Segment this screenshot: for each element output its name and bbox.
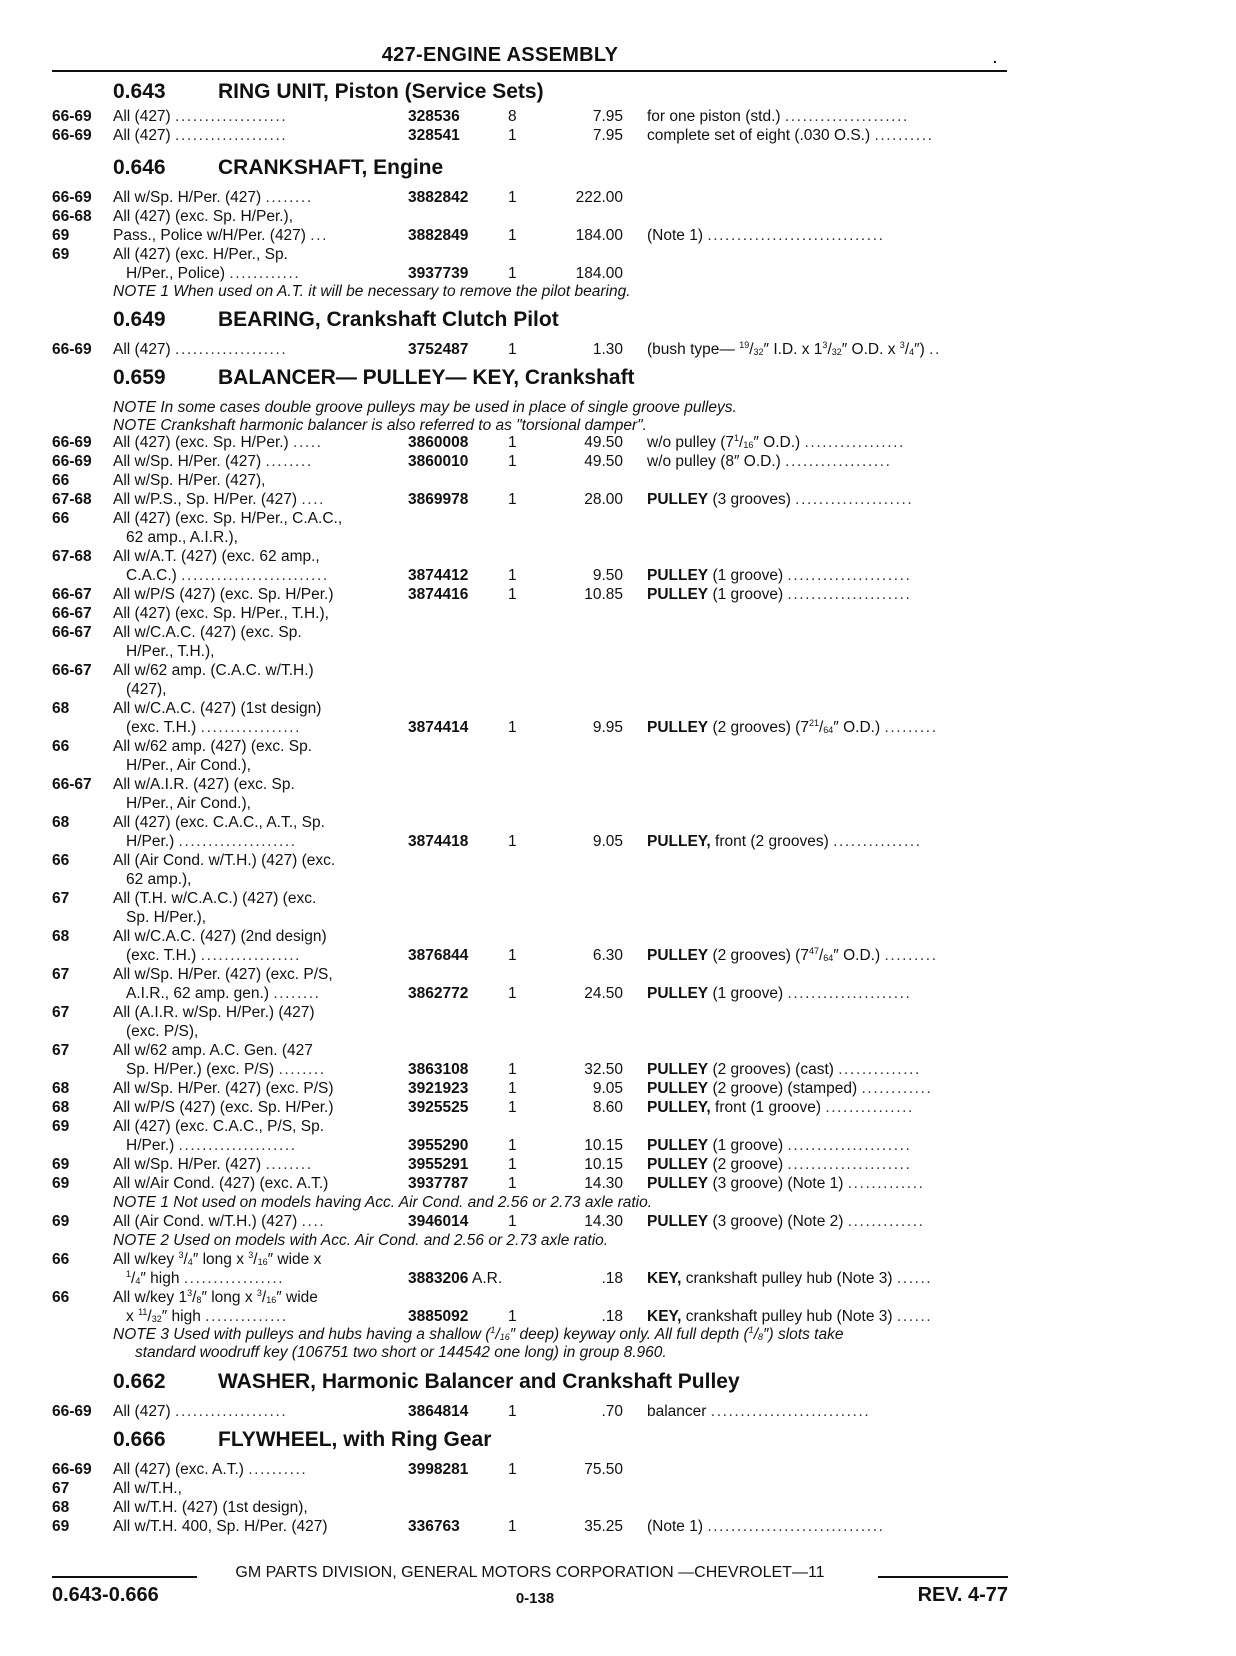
part-number: 3937787 [408, 1175, 469, 1192]
description: PULLEY (1 groove) ..................... [647, 985, 912, 1002]
quantity: 1 [508, 1403, 517, 1420]
application: All (Air Cond. w/T.H.) (427) .... [113, 1213, 326, 1230]
part-number: 3955291 [408, 1156, 469, 1173]
application: H/Per., Air Cond.), [126, 757, 251, 774]
price: 184.00 [575, 265, 623, 282]
note: NOTE 1 Not used on models having Acc. Air Cond. and 2.56 or 2.73 axle ratio. [113, 1194, 653, 1211]
description: (Note 1) .............................. [647, 227, 885, 244]
footer-division: GM PARTS DIVISION, GENERAL MOTORS CORPORATION —CHEVROLET—11 [235, 1564, 825, 1581]
part-number: 3998281 [408, 1461, 469, 1478]
section-number: 0.646 [113, 156, 166, 179]
model-years: 67 [52, 1004, 70, 1021]
quantity: 1 [508, 265, 517, 282]
model-years: 69 [52, 1213, 70, 1230]
application: All w/T.H. (427) (1st design), [113, 1499, 308, 1516]
application: All (427) ................... [113, 108, 288, 125]
price: 9.05 [592, 1080, 623, 1097]
quantity: 1 [508, 947, 517, 964]
quantity: 1 [508, 985, 517, 1002]
section-title: WASHER, Harmonic Balancer and Crankshaft Pulley [218, 1370, 740, 1393]
model-years: 68 [52, 1499, 70, 1516]
part-number: 3862772 [408, 985, 469, 1002]
section-number: 0.662 [113, 1370, 166, 1393]
part-number: 3874418 [408, 833, 469, 850]
quantity: 1 [508, 1518, 517, 1535]
application: All w/Sp. H/Per. (427), [113, 472, 266, 489]
application: All w/P/S (427) (exc. Sp. H/Per.) [113, 586, 334, 603]
header-rule [52, 70, 1007, 72]
application: H/Per., T.H.), [126, 643, 215, 660]
application: All w/A.T. (427) (exc. 62 amp., [113, 548, 320, 565]
quantity: 1 [508, 1461, 517, 1478]
part-number: 3863108 [408, 1061, 469, 1078]
model-years: 66-67 [52, 776, 92, 793]
application: Sp. H/Per.) (exc. P/S) ........ [126, 1061, 326, 1078]
price: 1.30 [592, 341, 623, 358]
quantity: 1 [508, 1137, 517, 1154]
section-title: RING UNIT, Piston (Service Sets) [218, 80, 544, 103]
part-number: 3874414 [408, 719, 469, 736]
model-years: 66-69 [52, 108, 92, 125]
application: All w/P/S (427) (exc. Sp. H/Per.) [113, 1099, 334, 1116]
quantity: 1 [508, 1213, 517, 1230]
model-years: 67 [52, 1480, 70, 1497]
application: Pass., Police w/H/Per. (427) ... [113, 227, 329, 244]
model-years: 66-69 [52, 189, 92, 206]
description: PULLEY (2 groove) ..................... [647, 1156, 912, 1173]
price: 10.15 [584, 1156, 623, 1173]
description: balancer ........................... [647, 1403, 871, 1420]
part-number: 328536 [408, 108, 460, 125]
part-number: 3860010 [408, 453, 469, 470]
model-years: 69 [52, 1518, 70, 1535]
application: C.A.C.) ......................... [126, 567, 329, 584]
model-years: 68 [52, 928, 70, 945]
application: All w/C.A.C. (427) (exc. Sp. [113, 624, 302, 641]
part-number: 3925525 [408, 1099, 469, 1116]
application: All w/Sp. H/Per. (427) ........ [113, 1156, 313, 1173]
application: All w/P.S., Sp. H/Per. (427) .... [113, 491, 326, 508]
application: All (427) (exc. C.A.C., A.T., Sp. [113, 814, 325, 831]
model-years: 66-69 [52, 453, 92, 470]
application: All w/T.H. 400, Sp. H/Per. (427) [113, 1518, 328, 1535]
model-years: 69 [52, 246, 70, 263]
model-years: 66-69 [52, 341, 92, 358]
section-number: 0.659 [113, 366, 166, 389]
description: PULLEY (3 groove) (Note 1) ............. [647, 1175, 925, 1192]
application: All (Air Cond. w/T.H.) (427) (exc. [113, 852, 336, 869]
price: 32.50 [584, 1061, 623, 1078]
quantity: 1 [508, 189, 517, 206]
model-years: 67 [52, 966, 70, 983]
description: PULLEY, front (1 groove) ............... [647, 1099, 914, 1116]
application: All w/Sp. H/Per. (427) (exc. P/S, [113, 966, 333, 983]
price: 184.00 [575, 227, 623, 244]
price: 222.00 [575, 189, 623, 206]
footer-revision: REV. 4-77 [917, 1584, 1008, 1606]
quantity: 8 [508, 108, 517, 125]
price: .18 [601, 1308, 623, 1325]
model-years: 69 [52, 227, 70, 244]
model-years: 66 [52, 852, 70, 869]
application: All w/T.H., [113, 1480, 182, 1497]
description: PULLEY (2 groove) (stamped) ............ [647, 1080, 933, 1097]
price: 6.30 [592, 947, 623, 964]
price: 35.25 [584, 1518, 623, 1535]
price: 24.50 [584, 985, 623, 1002]
part-number: 3752487 [408, 341, 469, 358]
application: All (427) (exc. Sp. H/Per., T.H.), [113, 605, 329, 622]
application: (exc. P/S), [126, 1023, 199, 1040]
section-number: 0.666 [113, 1428, 166, 1451]
quantity: 1 [508, 227, 517, 244]
model-years: 66-67 [52, 624, 92, 641]
footer-rule-right [878, 1576, 1008, 1578]
application: (427), [126, 681, 167, 698]
model-years: 67-68 [52, 491, 92, 508]
part-number: 3882842 [408, 189, 469, 206]
description: (bush type— $^{19}/_{32}''$ I.D. x $1^3/_{32}''$ O.D. x $^3/_4''$) .. [647, 340, 941, 358]
model-years: 69 [52, 1156, 70, 1173]
application: 62 amp., A.I.R.), [126, 529, 238, 546]
page-title: 427-ENGINE ASSEMBLY [381, 44, 619, 66]
description: PULLEY (2 grooves) (cast) .............. [647, 1061, 921, 1078]
model-years: 66-69 [52, 1403, 92, 1420]
note: NOTE 1 When used on A.T. it will be necessary to remove the pilot bearing. [113, 283, 631, 300]
model-years: 66-68 [52, 208, 92, 225]
price: 14.30 [584, 1213, 623, 1230]
description: PULLEY (2 grooves) ($7^{47}/_{64}''$ O.D.) ......... [647, 946, 938, 964]
quantity: 1 [508, 434, 517, 451]
application: x $^{11}/_{32}''$ high .............. [126, 1307, 288, 1325]
description: PULLEY (1 groove) ..................... [647, 586, 912, 603]
quantity: 1 [508, 1080, 517, 1097]
application: All w/62 amp. A.C. Gen. (427 [113, 1042, 313, 1059]
quantity: 1 [508, 1099, 517, 1116]
application: All w/C.A.C. (427) (1st design) [113, 700, 322, 717]
model-years: 66-67 [52, 586, 92, 603]
quantity: 1 [508, 341, 517, 358]
application: All w/A.I.R. (427) (exc. Sp. [113, 776, 295, 793]
part-number: 3869978 [408, 491, 469, 508]
quantity: 1 [508, 1156, 517, 1173]
quantity: 1 [508, 1175, 517, 1192]
quantity: A.R. [472, 1270, 503, 1287]
model-years: 66-69 [52, 1461, 92, 1478]
model-years: 66-69 [52, 434, 92, 451]
quantity: 1 [508, 127, 517, 144]
part-number: 328541 [408, 127, 460, 144]
note: NOTE Crankshaft harmonic balancer is also referred to as "torsional damper". [113, 417, 647, 434]
description: complete set of eight (.030 O.S.) .......... [647, 127, 934, 144]
section-number: 0.649 [113, 308, 166, 331]
description: PULLEY, front (2 grooves) ............... [647, 833, 922, 850]
application: All (427) (exc. Sp. H/Per., C.A.C., [113, 510, 343, 527]
application: (exc. T.H.) ................. [126, 947, 302, 964]
model-years: 68 [52, 814, 70, 831]
quantity: 1 [508, 1308, 517, 1325]
application: All w/C.A.C. (427) (2nd design) [113, 928, 327, 945]
application: $^1/_4''$ high ................. [126, 1269, 285, 1287]
model-years: 67 [52, 890, 70, 907]
part-number: 3874416 [408, 586, 469, 603]
description: w/o pulley ($7^1/_{16}''$ O.D.) ................. [647, 433, 905, 451]
application: Sp. H/Per.), [126, 909, 207, 926]
model-years: 66 [52, 472, 70, 489]
model-years: 69 [52, 1118, 70, 1135]
section-number: 0.643 [113, 80, 166, 103]
price: 49.50 [584, 434, 623, 451]
description: (Note 1) .............................. [647, 1518, 885, 1535]
part-number: 3876844 [408, 947, 469, 964]
model-years: 66 [52, 1289, 70, 1306]
quantity: 1 [508, 586, 517, 603]
application: All (427) ................... [113, 127, 288, 144]
application: All (427) (exc. Sp. H/Per.), [113, 208, 294, 225]
note: NOTE 2 Used on models with Acc. Air Cond. and 2.56 or 2.73 axle ratio. [113, 1232, 609, 1249]
part-number: 3885092 [408, 1308, 469, 1325]
application: All (427) ................... [113, 1403, 288, 1420]
application: H/Per.) .................... [126, 1137, 297, 1154]
quantity: 1 [508, 491, 517, 508]
description: for one piston (std.) ..................... [647, 108, 909, 125]
model-years: 66-67 [52, 662, 92, 679]
section-title: BALANCER— PULLEY— KEY, Crankshaft [218, 366, 635, 389]
part-number: 3864814 [408, 1403, 469, 1420]
application: All w/key $^3/_4''$ long x $^3/_{16}''$ wide x [113, 1250, 322, 1268]
application: H/Per., Police) ............ [126, 265, 301, 282]
application: All w/key $1^3/_8''$ long x $^3/_{16}''$ wide [113, 1288, 318, 1306]
price: 10.15 [584, 1137, 623, 1154]
part-number: 3874412 [408, 567, 469, 584]
model-years: 68 [52, 700, 70, 717]
section-title: FLYWHEEL, with Ring Gear [218, 1428, 492, 1451]
application: All (427) (exc. C.A.C., P/S, Sp. [113, 1118, 325, 1135]
quantity: 1 [508, 833, 517, 850]
description: PULLEY (1 groove) ..................... [647, 567, 912, 584]
application: (exc. T.H.) ................. [126, 719, 302, 736]
mark-dot: . [993, 50, 997, 66]
price: 9.50 [592, 567, 623, 584]
application: All w/Sp. H/Per. (427) ........ [113, 453, 313, 470]
part-number: 3883206 [408, 1270, 469, 1287]
price: 10.85 [584, 586, 623, 603]
model-years: 67-68 [52, 548, 92, 565]
price: .18 [601, 1270, 623, 1287]
description: KEY, crankshaft pulley hub (Note 3) ...... [647, 1270, 933, 1287]
part-number: 3860008 [408, 434, 469, 451]
part-number: 336763 [408, 1518, 460, 1535]
model-years: 66-67 [52, 605, 92, 622]
price: 7.95 [592, 127, 623, 144]
description: PULLEY (1 groove) ..................... [647, 1137, 912, 1154]
part-number: 3946014 [408, 1213, 469, 1230]
price: .70 [601, 1403, 623, 1420]
part-number: 3921923 [408, 1080, 469, 1097]
application: H/Per., Air Cond.), [126, 795, 251, 812]
description: w/o pulley (8″ O.D.) .................. [647, 453, 892, 470]
application: All (427) ................... [113, 341, 288, 358]
part-number: 3882849 [408, 227, 469, 244]
model-years: 66 [52, 738, 70, 755]
model-years: 69 [52, 1175, 70, 1192]
note: NOTE In some cases double groove pulleys may be used in place of single groove pulleys. [113, 399, 737, 416]
description: PULLEY (3 groove) (Note 2) ............. [647, 1213, 925, 1230]
quantity: 1 [508, 1061, 517, 1078]
quantity: 1 [508, 719, 517, 736]
price: 14.30 [584, 1175, 623, 1192]
application: All (T.H. w/C.A.C.) (427) (exc. [113, 890, 317, 907]
application: All w/Air Cond. (427) (exc. A.T.) [113, 1175, 329, 1192]
section-title: CRANKSHAFT, Engine [218, 156, 444, 179]
application: H/Per.) .................... [126, 833, 297, 850]
model-years: 68 [52, 1080, 70, 1097]
footer-page-number: 0-138 [515, 1590, 555, 1607]
quantity: 1 [508, 453, 517, 470]
note: NOTE 3 Used with pulleys and hubs having a shallow ($^1/_{16}''$ deep) keyway only. All full depth $(^1/_8'')$ slots take [113, 1325, 844, 1343]
application: 62 amp.), [126, 871, 192, 888]
application: All w/62 amp. (427) (exc. Sp. [113, 738, 312, 755]
footer-section-range: 0.643-0.666 [52, 1584, 159, 1606]
application: All w/Sp. H/Per. (427) (exc. P/S) [113, 1080, 334, 1097]
description: KEY, crankshaft pulley hub (Note 3) ...... [647, 1308, 933, 1325]
price: 28.00 [584, 491, 623, 508]
part-number: 3955290 [408, 1137, 469, 1154]
price: 9.95 [592, 719, 623, 736]
quantity: 1 [508, 567, 517, 584]
price: 7.95 [592, 108, 623, 125]
application: A.I.R., 62 amp. gen.) ........ [126, 985, 321, 1002]
price: 49.50 [584, 453, 623, 470]
model-years: 66-69 [52, 127, 92, 144]
application: All (427) (exc. A.T.) .......... [113, 1461, 308, 1478]
application: All (427) (exc. Sp. H/Per.) ..... [113, 434, 323, 451]
price: 9.05 [592, 833, 623, 850]
model-years: 66 [52, 1251, 70, 1268]
price: 75.50 [584, 1461, 623, 1478]
price: 8.60 [592, 1099, 623, 1116]
application: All w/Sp. H/Per. (427) ........ [113, 189, 313, 206]
model-years: 67 [52, 1042, 70, 1059]
application: All w/62 amp. (C.A.C. w/T.H.) [113, 662, 314, 679]
model-years: 66 [52, 510, 70, 527]
description: PULLEY (3 grooves) .................... [647, 491, 914, 508]
application: All (A.I.R. w/Sp. H/Per.) (427) [113, 1004, 315, 1021]
section-title: BEARING, Crankshaft Clutch Pilot [218, 308, 559, 331]
model-years: 68 [52, 1099, 70, 1116]
part-number: 3937739 [408, 265, 469, 282]
description: PULLEY (2 grooves) ($7^{21}/_{64}''$ O.D.) ......... [647, 718, 938, 736]
note: standard woodruff key (106751 two short or 144542 one long) in group 8.960. [135, 1344, 667, 1361]
application: All (427) (exc. H/Per., Sp. [113, 246, 288, 263]
